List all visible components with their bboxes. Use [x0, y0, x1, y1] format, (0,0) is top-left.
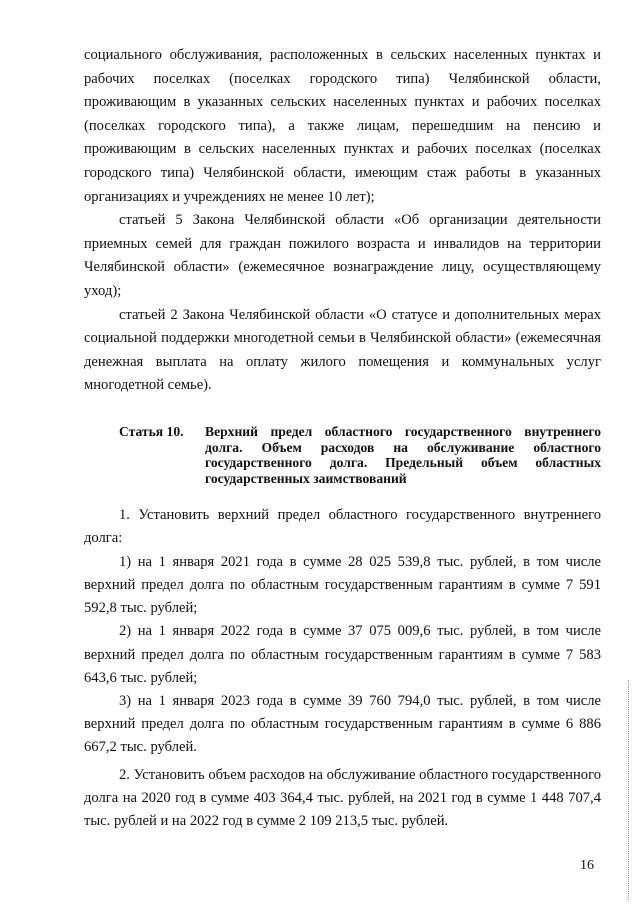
page-body [84, 44, 601, 833]
scan-edge-mark [628, 680, 630, 900]
article-body [84, 504, 601, 833]
paragraph-debt-limit-intro: 1. Установить верхний предел областного государственного внутреннего долга: [84, 507, 601, 547]
page-number: 16 [580, 858, 594, 873]
paragraph-debt-limit-2023: 3) на 1 января 2023 года в сумме 39 760 794,0 тыс. рублей, в том числе верхний предел долга по областным государственным гарантиям в сумме 6 886 667,2 тыс. рублей. [84, 692, 601, 756]
article-heading [84, 424, 601, 486]
paragraph-law-article-2: статьей 2 Закона Челябинской области «О статусе и дополнительных мерах социальной поддержки многодетной семьи в Челябинской области» (ежемесячная денежная выплата на оплату жилого помещения и коммунальных услуг многодетной семье). [84, 306, 601, 394]
article-title: Верхний предел областного государственного внутреннего долга. Объем расходов на обслуживание областного государственного долга. Предельный объем областных государственных заимствований [205, 423, 601, 486]
paragraph-debt-limit-2021: 1) на 1 января 2021 года в сумме 28 025 539,8 тыс. рублей, в том числе верхний предел долга по областным государственным гарантиям в сумме 7 591 592,8 тыс. рублей; [84, 553, 601, 617]
paragraph-debt-service-costs: 2. Установить объем расходов на обслуживание областного государственного долга на 2020 год в сумме 403 364,4 тыс. рублей, на 2021 год в сумме 1 448 707,4 тыс. рублей и на 2022 год в сумме 2 109 213,5 тыс. рублей. [84, 766, 601, 829]
paragraph-law-article-5: статьей 5 Закона Челябинской области «Об организации деятельности приемных семей для граждан пожилого возраста и инвалидов на территории Челябинской области» (ежемесячное вознаграждение лицу, осуществляющему уход); [84, 212, 601, 299]
paragraph-debt-limit-2022: 2) на 1 января 2022 года в сумме 37 075 009,6 тыс. рублей, в том числе верхний предел долга по областным государственным гарантиям в сумме 7 583 643,6 тыс. рублей; [84, 623, 601, 686]
article-number: Статья 10. [119, 423, 184, 439]
paragraph-continuation: социального обслуживания, расположенных в сельских населенных пунктах и рабочих поселках (поселках городского типа) Челябинской области, проживающим в указанных сельских населенных пунктах и рабочих поселках (поселках городского типа), а также лицам, перешедшим на пенсию и проживающим в сельских населенных пунктах и рабочих поселках (поселках городского типа) Челябинской области, имеющим стаж работы в указанных организациях и учреждениях не менее 10 лет); [84, 47, 601, 205]
